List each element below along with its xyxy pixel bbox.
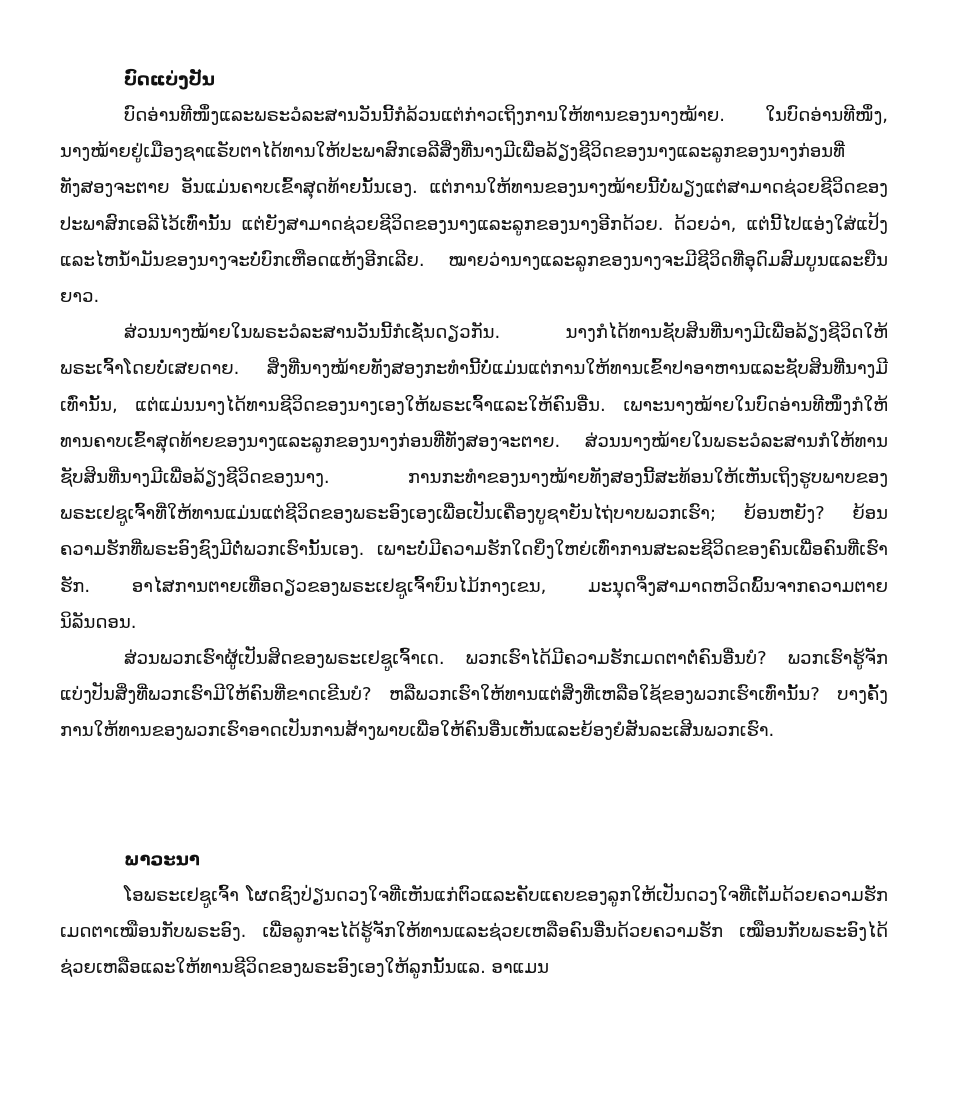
- paragraph-1: ບົດອ່ານທີໜຶ່ງແລະພຣະວໍລະສານວັນນີ້ກໍລ້ວນແຕ່ກ່າວເຖິງການໃຫ້ທານຂອງນາງໝ້າຍ. ໃນບົດອ່ານທີໜຶ່ງ, ນາງໝ້າຍຢູ່ເມືອງຊາແຣັບຕາໄດ້ທານໃຫ້ປະພາສົກເອລີສິ່ງທີ່ນາງມີເພື່ອລ້ຽງຊີວິດຂອງນາງແລະລູກຂອງນາງກ່ອນທີ່ທັງສອງຈະຕາຍ ອັນແມ່ນຄາບເຂົ້າສຸດທ້າຍນັ້ນເອງ. ແຕ່ການໃຫ້ທານຂອງນາງໝ້າຍນີ້ບໍ່ພຽງແຕ່ສາມາດຊ່ວຍຊີວິດຂອງປະພາສົກເອລີໄວ້ເທົ່ານັ້ນ ແຕ່ຍັງສາມາດຊ່ວຍຊີວິດຂອງນາງແລະລູກຂອງນາງອີກດ້ວຍ. ດ້ວຍວ່າ, ແຕ່ນີ້ໄປແອ່ງໃສ່ແປ້ງແລະໄຫນ້ຳມັນຂອງນາງຈະບໍ່ບົກເຫືອດແຫ້ງອີກເລີຍ. ໝາຍວ່ານາງແລະລູກຂອງນາງຈະມີຊີວິດທີ່ອຸດົມສົມບູນແລະຍືນຍາວ.: [60, 105, 888, 308]
- paragraph-3: ສ່ວນພວກເຮົາຜູ້ເປັນສິດຂອງພຣະເຢຊູເຈົ້າເດ. ພວກເຮົາໄດ້ມີຄວາມຮັກເມດຕາຕໍ່ຄົນອື່ນບໍ? ພວກເຮົາຮູ້ຈັກແບ່ງປັນສິ່ງທີ່ພວກເຮົາມີໃຫ້ຄົນທີ່ຂາດເຂີນບໍ? ຫລືພວກເຮົາໃຫ້ທານແຕ່ສິ່ງທີ່ເຫລືອໃຊ້ຂອງພວກເຮົາເທົ່ານັ້ນ? ບາງຄັ້ງການໃຫ້ທານຂອງພວກເຮົາອາດເປັນການສ້າງພາບເພື່ອໃຫ້ຄົນອື່ນເຫັນແລະຍ້ອງຍໍສັນລະເສີນພວກເຮົາ.: [60, 648, 888, 742]
- prayer-paragraph: ໂອພຣະເຢຊູເຈົ້າ ໂຜດຊົງປ່ຽນດວງໃຈທີ່ເຫັນແກ່ຕົວແລະຄັບແຄບຂອງລູກໃຫ້ເປັນດວງໃຈທີ່ເຕັມດ້ວຍຄວາມຮັກເມດຕາເໝືອນກັບພຣະອົງ. ເພື່ອລູກຈະໄດ້ຮູ້ຈັກໃຫ້ທານແລະຊ່ວຍເຫລືອຄົນອື່ນດ້ວຍຄວາມຮັກ ເໝືອນກັບພຣະອົງໄດ້ຊ່ວຍເຫລືອແລະໃຫ້ທານຊີວິດຂອງພຣະອົງເອງໃຫ້ລູກນັ້ນແລ. ອາແມນ: [60, 884, 888, 979]
- section-title-sharing: ບົດແບ່ງປັນ: [124, 69, 215, 90]
- document-page: [60, 62, 888, 986]
- paragraph-2: ສ່ວນນາງໝ້າຍໃນພຣະວໍລະສານວັນນີ້ກໍເຊັ່ນດຽວກັນ. ນາງກໍໄດ້ທານຊັບສິນທີ່ນາງມີເພື່ອລ້ຽງຊີວິດໃຫ້ພຣະເຈົ້າໂດຍບໍ່ເສຍດາຍ. ສິ່ງທີ່ນາງໝ້າຍທັງສອງກະທຳນີ້ບໍ່ແມ່ນແຕ່ການໃຫ້ທານເຂົ້າປາອາຫານແລະຊັບສິນທີ່ນາງມີເທົ່ານັ້ນ, ແຕ່ແມ່ນນາງໄດ້ທານຊີວິດຂອງນາງເອງໃຫ້ພຣະເຈົ້າແລະໃຫ້ຄົນອື່ນ. ເພາະນາງໝ້າຍໃນບົດອ່ານທີໜຶ່ງກໍໃຫ້ທານຄາບເຂົ້າສຸດທ້າຍຂອງນາງແລະລູກຂອງນາງກ່ອນທີ່ທັງສອງຈະຕາຍ. ສ່ວນນາງໝ້າຍໃນພຣະວໍລະສານກໍໃຫ້ທານຊັບສິນທີ່ນາງມີເພື່ອລ້ຽງຊີວິດຂອງນາງ. ການກະທຳຂອງນາງໝ້າຍທັງສອງນີ້ສະທ້ອນໃຫ້ເຫັນເຖິງຮູບພາບຂອງພຣະເຢຊູເຈົ້າທີ່ໃຫ້ທານແມ່ນແຕ່ຊີວິດຂອງພຣະອົງເອງເພື່ອເປັນເຄື່ອງບູຊາຍັນໄຖ່ບາບພວກເຮົາ; ຍ້ອນຫຍັງ? ຍ້ອນຄວາມຮັກທີ່ພຣະອົງຊົງມີຕໍ່ພວກເຮົານັ້ນເອງ. ເພາະບໍ່ມີຄວາມຮັກໃດຍິ່ງໃຫຍ່ເທົ່າການສະລະຊີວິດຂອງຄົນເພື່ອຄົນທີ່ເຮົາຮັກ. ອາໄສການຕາຍເທື່ອດຽວຂອງພຣະເຢຊູເຈົ້າບົນໄມ້ກາງເຂນ, ມະນຸດຈຶ່ງສາມາດຫວິດພົ້ນຈາກຄວາມຕາຍນິລັນດອນ.: [60, 322, 888, 633]
- section-title-prayer: ພາວະນາ: [124, 848, 200, 870]
- section-spacer: [60, 750, 888, 842]
